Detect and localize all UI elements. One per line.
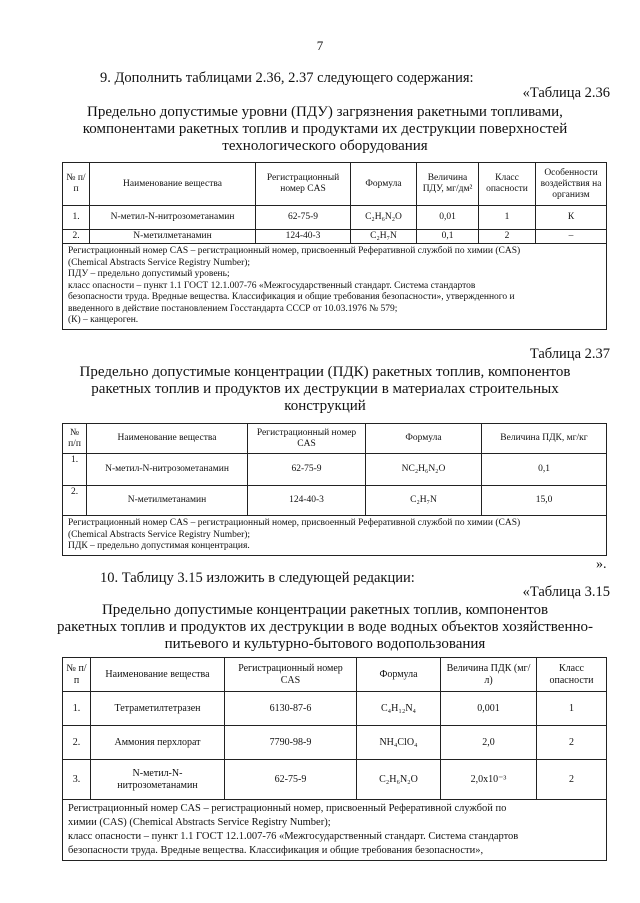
col-header-effects: Особенности воздействия на организм <box>536 163 607 206</box>
col-header-formula: Формула <box>351 163 417 206</box>
table-row: 2. Аммония перхлорат 7790-98-9 NH₄ClO₄ 2,0 2 <box>63 726 607 760</box>
col-header-class: Класс опасности <box>537 658 607 692</box>
table-3-15-title: Предельно допустимые концентрации ракетных топлив, компонентов ракетных топлив и продуктов их деструкции в воде водных объектов хозяйственно- питьевого и культурно-бытового водопользования <box>56 602 593 652</box>
table-notes-row <box>63 800 607 861</box>
table-row: 1. N-метил-N-нитрозометанамин 62-75-9 NC₂H₆N₂O 0,1 <box>63 454 607 486</box>
col-header-cas: Регистрационный номер CAS <box>248 424 366 454</box>
col-header-cas: Регистрационный номер CAS <box>256 163 351 206</box>
col-header-value: Величина ПДК (мг/л) <box>441 658 537 692</box>
table-header-row <box>63 424 607 454</box>
col-header-substance: Наименование вещества <box>90 163 256 206</box>
col-header-formula: Формула <box>357 658 441 692</box>
table-2-36-label: «Таблица 2.36 <box>522 85 610 101</box>
item-9-heading: 9. Дополнить таблицами 2.36, 2.37 следующего содержания: <box>100 70 474 86</box>
table-notes: Регистрационный номер CAS – регистрационный номер, присвоенный Реферативной службой по химии (CAS) (Chemical Abstracts Service Registry Number); ПДУ – предельно допустимый уровень; класс опасности – пункт 1.1 ГОСТ 12.1.007-76 «Межгосударственный стандарт. Система стандартов безопасности труда. Вредные вещества. Классификация и общие требования безопасности», утвержденного и введенного в действие постановлением Госстандарта СССР от 10.03.1976 № 579; (К) – канцероген. <box>63 244 607 330</box>
col-header-substance: Наименование вещества <box>91 658 225 692</box>
table-row: 1. N-метил-N-нитрозометанамин 62-75-9 C₂H₆N₂O 0,01 1 К <box>63 206 607 230</box>
table-row: 3. N-метил-N-нитрозометанамин 62-75-9 C₂H₆N₂O 2,0x10⁻³ 2 <box>63 760 607 800</box>
page-number: 7 <box>316 38 324 53</box>
table-notes: Регистрационный номер CAS – регистрационный номер, присвоенный Реферативной службой по химии (CAS) (Chemical Abstracts Service Registry Number); ПДК – предельно допустимая концентрация. <box>63 516 607 556</box>
table-3-15-label: «Таблица 3.15 <box>522 584 610 600</box>
table-3-15 <box>62 657 607 861</box>
table-row: 1. Тетраметилтетразен 6130-87-6 C₄H₁₂N₄ 0,001 1 <box>63 692 607 726</box>
table-notes-row <box>63 244 607 330</box>
table-header-row <box>63 163 607 206</box>
table-2-36-title: Предельно допустимые уровни (ПДУ) загрязнения ракетными топливами, компонентами ракетных топлив и продуктами их деструкции поверхностей технологического оборудования <box>82 104 568 154</box>
table-notes: Регистрационный номер CAS – регистрационный номер, присвоенный Реферативной службой по химии (CAS) (Chemical Abstracts Service Registry Number); класс опасности – пункт 1.1 ГОСТ 12.1.007-76 «Межгосударственный стандарт. Система стандартов безопасности труда. Вредные вещества. Классификация и общие требования безопасности», <box>63 800 607 861</box>
col-header-class: Класс опасности <box>479 163 536 206</box>
col-header-value: Величина ПДУ, мг/дм² <box>417 163 479 206</box>
col-header-substance: Наименование вещества <box>87 424 248 454</box>
table-notes-row <box>63 516 607 556</box>
col-header-formula: Формула <box>366 424 482 454</box>
col-header-cas: Регистрационный номер CAS <box>225 658 357 692</box>
table-closing-quote: ». <box>596 557 607 572</box>
table-2-37 <box>62 423 607 556</box>
table-row: 2. N-метилметанамин 124-40-3 C₂H₇N 15,0 <box>63 486 607 516</box>
table-2-37-label: Таблица 2.37 <box>529 346 610 362</box>
col-header-number: № п/п <box>63 658 91 692</box>
table-header-row <box>63 658 607 692</box>
table-2-36 <box>62 162 607 330</box>
col-header-value: Величина ПДК, мг/кг <box>482 424 607 454</box>
item-10-heading: 10. Таблицу 3.15 изложить в следующей редакции: <box>100 570 415 586</box>
col-header-number: № п/п <box>63 163 90 206</box>
col-header-number: № п/п <box>63 424 87 454</box>
table-row: 2. N-метилметанамин 124-40-3 C₂H₇N 0,1 2 – <box>63 230 607 244</box>
table-2-37-title: Предельно допустимые концентрации (ПДК) ракетных топлив, компонентов ракетных топлив и продуктов их деструкции в материалах строительных конструкций <box>79 364 571 414</box>
